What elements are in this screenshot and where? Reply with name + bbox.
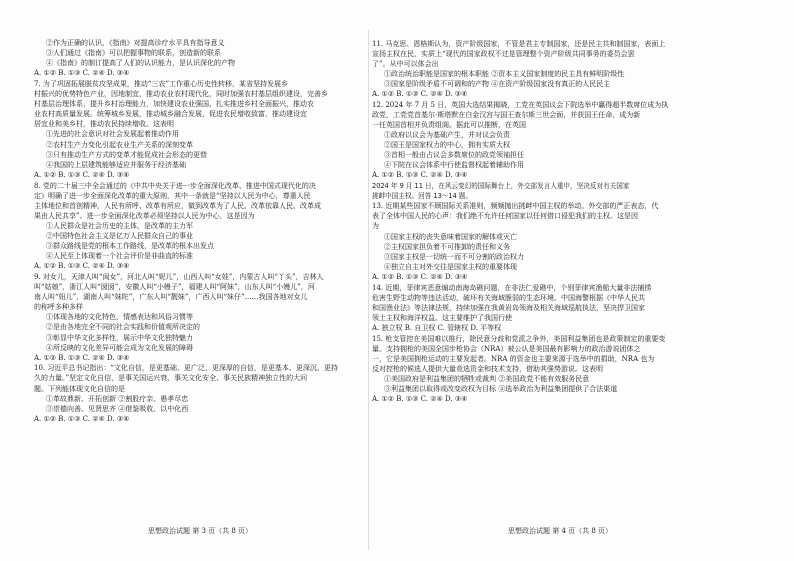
text-line: ③首相一般由占议会多数席位的政党领袖担任	[384, 151, 524, 160]
text-line: 12. 2024 年 7 月 5 日，英国大选结果揭晓，工党在英国议会下院选举中赢得超半数席位成为执	[372, 100, 669, 109]
text-line: 的称呼多种多样	[34, 303, 83, 312]
text-line: 8. 党的二十届三中全会通过的《中共中央关于进一步全面深化改革、推进中国式现代化的决	[34, 181, 316, 190]
text-line: 11. 马克思、恩格斯认为，资产阶级国家，不管是君主专制国家，还是民主共和制国家，表面上	[372, 39, 666, 48]
text-line: ③只有推动生产方式的变革才能促成社会形态的更替	[46, 150, 207, 159]
text-line: ③彰显中华文化多样性，展示中华文化独特魅力	[46, 333, 193, 342]
text-line: 7. 为了巩固拓展脱贫攻坚成果，推动“三农”工作重心历史性转移，某省坚持发展乡	[34, 79, 289, 88]
text-line: 业农村高质量发展。统筹城乡发展，推动城乡融合发展，促进农民增收致富，推动建设宜	[34, 110, 307, 119]
text-line: 2024 年 9 月 11 日，在风云变幻的国际舞台上，外交部发言人重申，坚决反对有关国家	[372, 181, 630, 190]
text-line: 久的力量。”坚定文化自信，是事关国运兴衰、事关文化安全、事关民族精神独立性的大问	[34, 374, 308, 383]
text-line: ②中国特色社会主义是亿万人民群众自己的事业	[46, 231, 193, 240]
text-line: ①人民群众是社会历史的主体，是改革的主力军	[46, 221, 193, 230]
text-line: 定》明确了进一步全面深化改革的重大原则，其中一条就是“坚持以人民为中心，尊重人民	[34, 191, 311, 200]
text-line: ③利益集团以取得或改变政权为目标 ④选举政治为利益集团提供了合法渠道	[384, 385, 618, 394]
text-line: A. ①② B. ①③ C. ②④ D. ③④	[372, 90, 468, 99]
page-4	[372, 38, 728, 543]
text-line: 了”。从中可以体会出	[372, 59, 439, 68]
text-line: 村基层治理体系，提升乡村治理能力，加快建设农业强国，扎实推进乡村全面振兴，推动农	[34, 100, 314, 109]
text-line: 13. 近期某些国家不顾国际关系准则，频频抛出挑衅中国主权的举动。外交部的严正表态，代	[372, 202, 659, 211]
text-line: 政党，工党党首基尔·斯塔默在白金汉宫与国王查尔斯三世会面，并获国王任命，成为新	[372, 110, 641, 119]
text-line: A. ①② B. ①③ C. ②④ D. ③④	[34, 262, 130, 271]
text-line: ③群众路线是党的根本工作路线，是改革的根本出发点	[46, 242, 214, 251]
text-line: ②是由各地完全不同的社会实践和价值观所决定的	[46, 323, 200, 332]
text-line: ①先进的社会意识对社会发展起着推动作用	[46, 130, 179, 139]
text-line: 15. 枪支管控在美国难以推行，除民意分歧和党派之争外，美国利益集团也是政策制定的重要变	[372, 334, 666, 343]
text-line: ②农村生产力变化引起农业生产关系的深刻变革	[46, 140, 193, 149]
text-line: A. ①② B. ①③ C. ②④ D. ③④	[34, 170, 130, 179]
text-line: A. ①② B. ①③ C. ②④ D. ③④	[372, 395, 468, 404]
text-line: 反对控枪的候选人提供大量竞选资金和技术支持，借助其强势游说。这表明	[372, 364, 603, 373]
text-line: ③人们通过《指南》可以把握事物的联系，创造新的联系	[46, 49, 221, 58]
text-line: 主体地位和首创精神，人民有所呼、改革有所应，做到改革为了人民、改革依靠人民、改革成	[34, 201, 321, 210]
text-line: ②作为正确的认识，《指南》对提高诊疗水平具有指导意义	[46, 39, 225, 47]
text-line: 叫“姑娘”，浙江人叫“囡囡”，安徽人叫“小嫚子”，福建人叫“阿妹”，山东人叫“小嫚儿”，河	[34, 283, 315, 292]
text-line: ①体现各地的文化特色，情感表达和风俗习惯等	[46, 313, 193, 322]
text-line: ③国家是阶级矛盾不可调和的产物 ④在资产阶级国家没有真正的人民民主	[384, 79, 611, 88]
text-line: 一，它是美国拥枪运动的主要发起者。NRA 的资金也主要来源于选举中的捐助，NRA 也为	[372, 354, 655, 363]
text-line: A. ①② B. ①③ C. ②④ D. ③④	[372, 272, 468, 281]
page-3	[34, 38, 364, 543]
text-line: ④独立自主对外交往是国家主权的重要体现	[384, 262, 517, 271]
text-line: ③国家主权是一切统一而不可分割的政治权力	[384, 252, 524, 261]
text-line: ④我国的上层建筑能够适应并服务于经济基础	[46, 160, 186, 169]
text-line: ③崇德向善、见贤思齐 ④借鉴吸收、以中化西	[46, 404, 189, 413]
text-line: ①国家主权的丧失意味着国家的解体或灭亡	[384, 232, 517, 241]
text-line: 南人叫“妞儿”，湖南人叫“妹陀”，广东人叫“靓妹”，广西人叫“妹仔”……我国各地对女儿	[34, 293, 308, 302]
text-line: 领土主权和海洋权益。这主要维护了我国行使	[372, 313, 512, 322]
text-line: ②主权国家担负着不可推卸的责任和义务	[384, 242, 510, 251]
page-gutter	[368, 30, 369, 550]
text-line: 危害生野生动物等违法活动，破坏有关海域脆弱的生态环境。中国海警根据《中华人民共	[372, 293, 645, 302]
text-line: ①政府以议会为基础产生，并对议会负责	[384, 131, 510, 140]
text-line: 挑衅中国主权。回答 13～14 题。	[372, 191, 473, 200]
text-line: 果由人民共享”。进一步全面深化改革必须坚持以人民为中心，这是因为	[34, 211, 255, 220]
text-line: 一任英国首相并负责组阁。据此可以推断，在英国	[372, 120, 526, 129]
text-line: 宣扬主权在民，实质上“现代的国家政权不过是管理整个资产阶级共同事务的委员会罢	[372, 49, 635, 58]
text-line: 村振兴的优势特色产业，因地制宜，推动农业农村现代化，同时加强农村基层组织建设，完善乡	[34, 90, 328, 99]
text-line: ④人民至上体现着一个社会评价是非曲直的标准	[46, 252, 193, 261]
text-line: 14. 近期，菲律宾恶意煽动南海岛礁问题，在非法仁爱礁中，个别菲律宾渔船大量非法捕捞	[372, 283, 652, 292]
text-line: 题。下列能体现文化自信的是	[34, 384, 125, 393]
text-line: 9. 对女儿，天津人叫“闺女”，河北人叫“妮儿”，山西人叫“女娃”，内蒙古人叫“丫头”，吉林人	[34, 272, 324, 281]
page-3-footer: 思想政治试题 第 3 页（共 8 页）	[148, 527, 253, 535]
text-line: 和国渔业法》等法律法规，持续加强在我黄岩岛领海及相关海域巡航执法，坚决捍卫国家	[372, 303, 645, 312]
text-line: 居宜业和美乡村，推动农民持续增收。这表明	[34, 120, 174, 129]
text-line: 量。支持拥枪的美国全国步枪协会（NRA）被公认是美国最有影响力的政治游说团体之	[372, 344, 641, 353]
text-line: A. ①② B. ①③ C. ②④ D. ③④	[34, 353, 130, 362]
text-line: A. 独立权 B. 自卫权 C. 管辖权 D. 平等权	[372, 324, 502, 332]
text-line: A. ①② B. ①③ C. ②④ D. ③④	[372, 171, 468, 180]
text-line: ④下院在议会体系中行使监督权起着辅助作用	[384, 161, 524, 170]
text-line: A. ①② B. ①③ C. ②④ D. ③④	[34, 414, 130, 423]
text-line: ①美国政府是利益集团的牺牲或裁判 ②美国政党不能有效服务民意	[384, 375, 590, 384]
page-4-footer: 思想政治试题 第 4 页（共 8 页）	[508, 527, 613, 535]
text-line: ④所反映的文化差异可能会成为文化发展的障碍	[46, 343, 193, 352]
text-line: ④《指南》的制订提高了人们的认识能力，是认识深化的产物	[46, 59, 235, 68]
text-line: 10. 习近平总书记指出：“文化自信，是更基础、更广泛、更深厚的自信，是更基本、更深沉、更持	[34, 364, 338, 373]
text-line: ②国王是国家权力的中心，拥有实质大权	[384, 141, 510, 150]
text-line: ①革故鼎新、开拓创新 ②割股疗亲、愚孝尽忠	[46, 394, 189, 403]
text-line: 表了全体中国人民的心声：我们绝不允许任何国家以任何借口侵犯我们的主权。这是因	[372, 212, 638, 221]
text-line: A. ①② B. ①③ C. ②④ D. ③④	[34, 69, 130, 78]
text-line: ①政治统治职能是国家的根本职能 ②资本主义国家制度的民主具有鲜明阶级性	[384, 69, 625, 78]
text-line: 为	[372, 222, 379, 231]
